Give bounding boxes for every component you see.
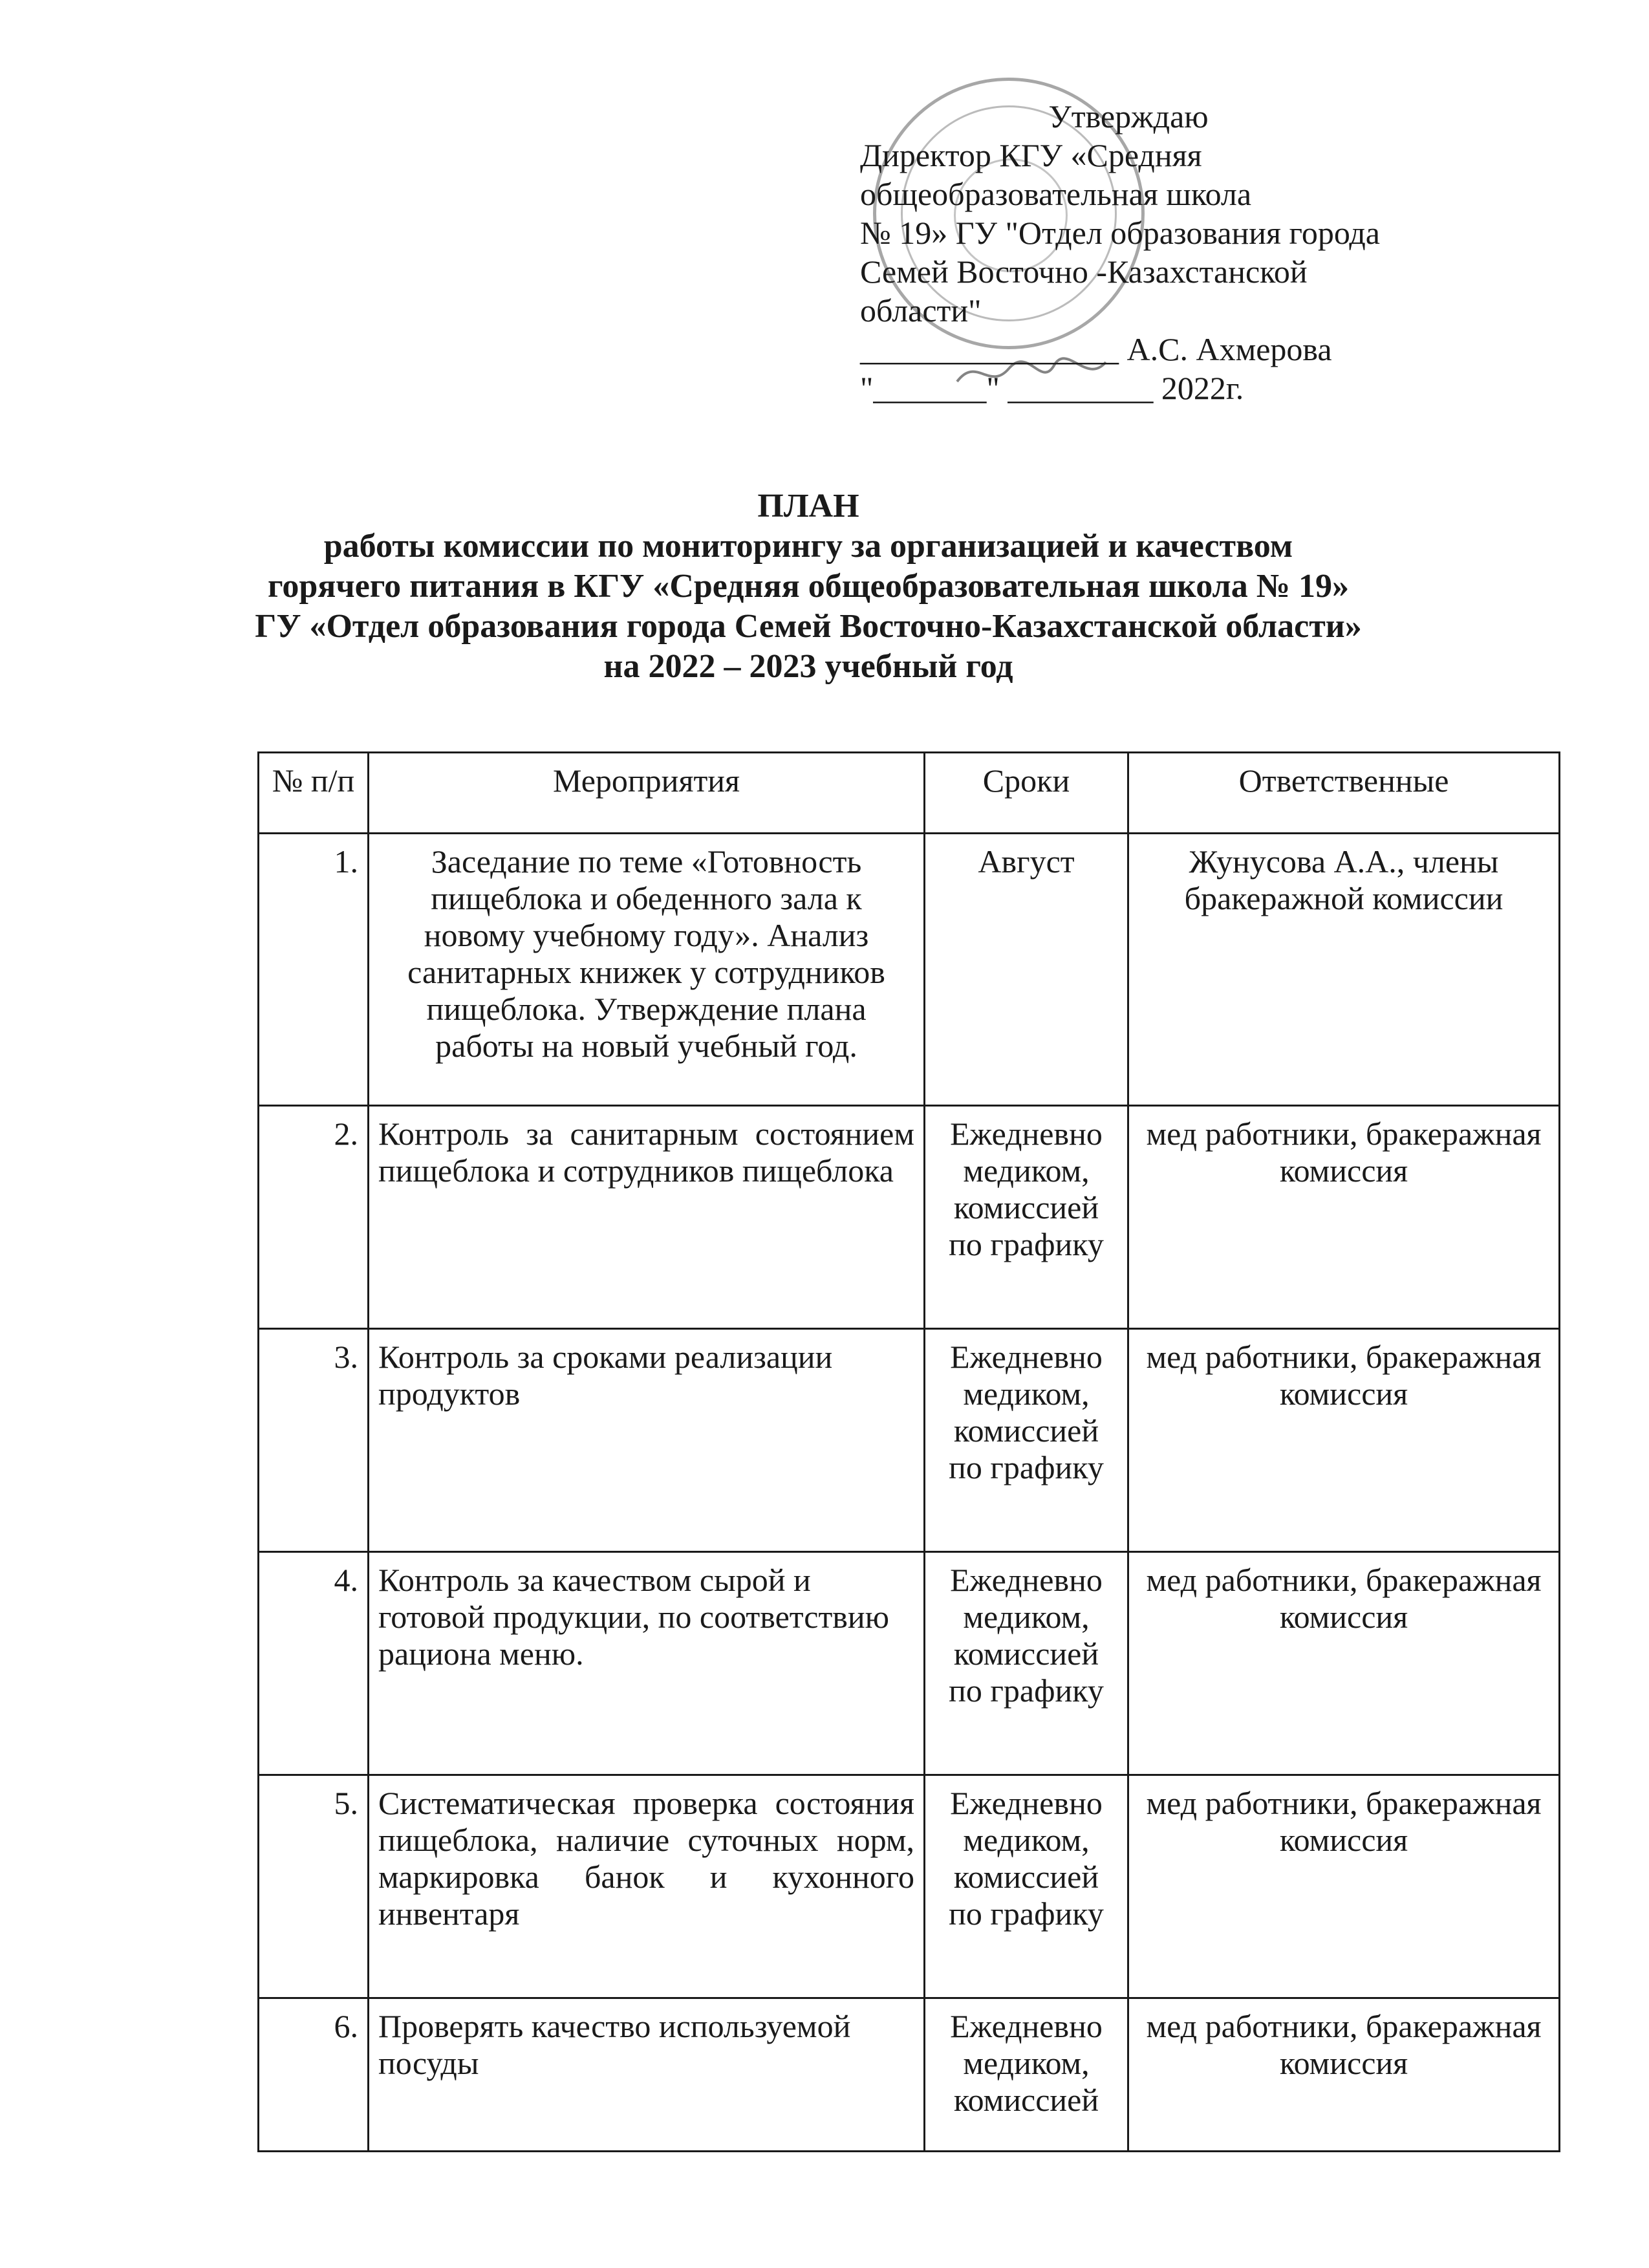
approval-block: [860, 97, 1546, 407]
row-num: 5.: [259, 1775, 369, 1998]
plan-table: [257, 751, 1560, 2152]
approval-signature-line: ________________ А.С. Ахмерова: [860, 331, 1332, 367]
approval-heading: Утверждаю: [1048, 98, 1209, 135]
header-event: Мероприятия: [369, 753, 925, 834]
table-row: [259, 1775, 1560, 1998]
row-event: Контроль за сроками реализации продуктов: [369, 1329, 925, 1552]
approval-line: общеобразовательная школа: [860, 176, 1252, 212]
table-row: [259, 1552, 1560, 1775]
row-num: 3.: [259, 1329, 369, 1552]
document-title: [194, 486, 1423, 687]
header-responsible: Ответственные: [1128, 753, 1560, 834]
row-term: Ежедневно медиком, комиссией по графику: [925, 1775, 1128, 1998]
title-line: горячего питания в КГУ «Средняя общеобразовательная школа № 19»: [268, 568, 1349, 605]
row-responsible: мед работники, бракеражная комиссия: [1128, 1106, 1560, 1329]
approval-line: № 19» ГУ "Отдел образования города: [860, 215, 1381, 251]
row-responsible: мед работники, бракеражная комиссия: [1128, 1775, 1560, 1998]
row-term: Ежедневно медиком, комиссией по графику: [925, 1552, 1128, 1775]
row-num: 1.: [259, 834, 369, 1106]
row-event: Контроль за санитарным состоянием пищеблока и сотрудников пищеблока: [369, 1106, 925, 1329]
title-line: работы комиссии по мониторингу за организацией и качеством: [323, 528, 1293, 565]
approval-date-line: "_______" _________ 2022г.: [860, 370, 1244, 406]
approval-line: Директор КГУ «Средняя: [860, 137, 1202, 173]
table-row: [259, 1329, 1560, 1552]
table-row: [259, 1106, 1560, 1329]
row-responsible: мед работники, бракеражная комиссия: [1128, 1998, 1560, 2152]
approval-line: области": [860, 292, 982, 329]
row-responsible: Жунусова А.А., члены бракеражной комиссии: [1128, 834, 1560, 1106]
row-term: Ежедневно медиком, комиссией: [925, 1998, 1128, 2152]
row-num: 2.: [259, 1106, 369, 1329]
header-term: Сроки: [925, 753, 1128, 834]
row-responsible: мед работники, бракеражная комиссия: [1128, 1329, 1560, 1552]
row-term: Ежедневно медиком, комиссией по графику: [925, 1329, 1128, 1552]
title-line: на 2022 – 2023 учебный год: [603, 648, 1013, 685]
row-event: Контроль за качеством сырой и готовой продукции, по соответствию рациона меню.: [369, 1552, 925, 1775]
table-header-row: [259, 753, 1560, 834]
title-heading: ПЛАН: [757, 488, 859, 524]
row-num: 4.: [259, 1552, 369, 1775]
row-term: Ежедневно медиком, комиссией по графику: [925, 1106, 1128, 1329]
table-row: [259, 1998, 1560, 2152]
row-event: Проверять качество используемой посуды: [369, 1998, 925, 2152]
row-num: 6.: [259, 1998, 369, 2152]
title-line: ГУ «Отдел образования города Семей Восточно-Казахстанской области»: [255, 608, 1362, 645]
row-responsible: мед работники, бракеражная комиссия: [1128, 1552, 1560, 1775]
table-row: [259, 834, 1560, 1106]
approval-line: Семей Восточно -Казахстанской: [860, 254, 1308, 290]
row-term: Август: [925, 834, 1128, 1106]
header-num: № п/п: [259, 753, 369, 834]
row-event: Заседание по теме «Готовность пищеблока и обеденного зала к новому учебному году». Анализ санитарных книжек у сотрудников пищеблока. Утверждение плана работы на новый учебный год.: [369, 834, 925, 1106]
row-event: Систематическая проверка состояния пищеблока, наличие суточных норм, маркировка банок и кухонного инвентаря: [369, 1775, 925, 1998]
